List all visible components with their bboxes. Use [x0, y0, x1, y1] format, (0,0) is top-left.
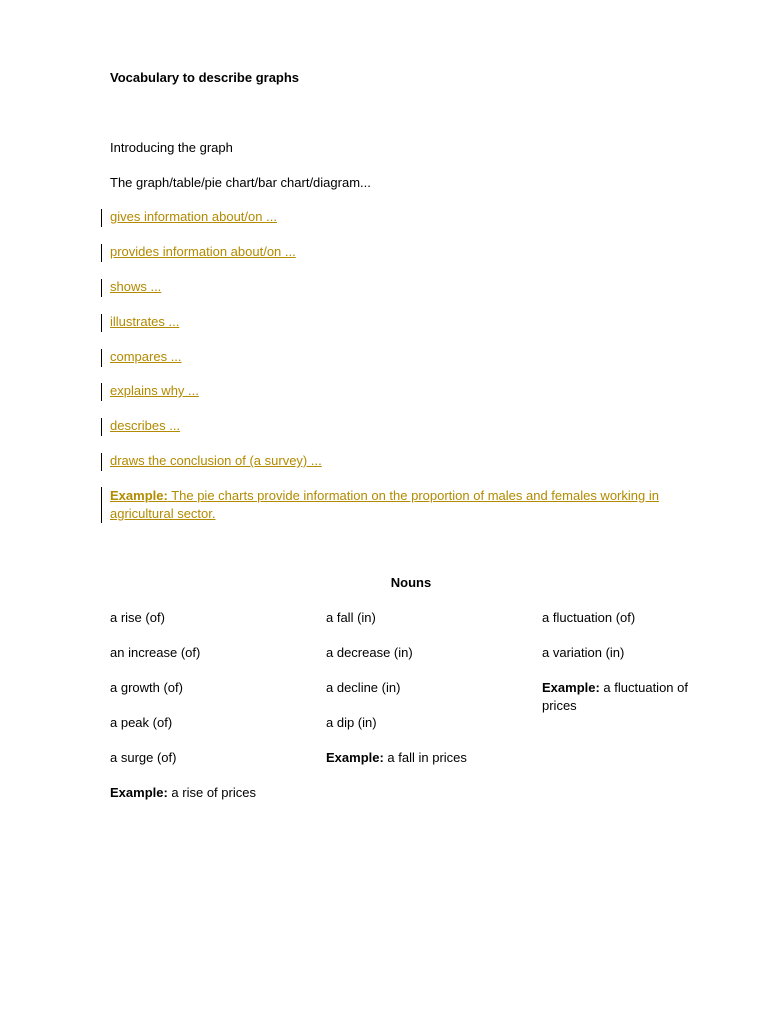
noun-item: a peak (of) [110, 715, 173, 730]
phrase-item[interactable]: illustrates ... [110, 314, 180, 329]
revision-bar [101, 383, 102, 401]
noun-item: a variation (in) [542, 645, 625, 660]
noun-item: a fluctuation (of) [542, 610, 636, 625]
noun-example [110, 784, 310, 819]
nouns-column-2 [326, 609, 526, 784]
section-heading-introducing: Introducing the graph [110, 140, 233, 155]
example-label: Example: [326, 750, 384, 765]
noun-item: a rise (of) [110, 610, 165, 625]
revision-bar [101, 453, 102, 471]
intro-example[interactable] [110, 487, 720, 523]
revision-bar [101, 349, 102, 367]
revision-bar [101, 209, 102, 227]
noun-item: a decline (in) [326, 680, 401, 695]
example-text: The pie charts provide information on the proportion of males and females working in agricultural sector. [110, 488, 659, 521]
phrase-item[interactable]: shows ... [110, 279, 162, 294]
nouns-column-3 [542, 609, 722, 715]
example-label: Example: [542, 680, 600, 695]
revision-bar [101, 487, 102, 523]
noun-item: a surge (of) [110, 750, 177, 765]
revision-bar [101, 279, 102, 297]
phrase-item[interactable]: compares ... [110, 349, 182, 364]
noun-example [542, 679, 722, 715]
revision-bar [101, 314, 102, 332]
revision-bar [101, 244, 102, 262]
phrase-item[interactable]: draws the conclusion of (a survey) ... [110, 453, 322, 468]
noun-example [326, 749, 526, 784]
noun-item: a decrease (in) [326, 645, 413, 660]
noun-item: a growth (of) [110, 680, 183, 695]
example-text: a rise of prices [167, 785, 256, 800]
example-label: Example: [110, 488, 168, 503]
nouns-column-1 [110, 609, 310, 819]
example-text: a fluctuation of prices [542, 680, 688, 713]
example-text: a fall in prices [383, 750, 467, 765]
revision-bar [101, 418, 102, 436]
phrase-item[interactable]: provides information about/on ... [110, 244, 296, 259]
subject-line: The graph/table/pie chart/bar chart/diagram... [110, 175, 371, 190]
section-heading-nouns: Nouns [390, 575, 432, 590]
phrase-item[interactable]: gives information about/on ... [110, 209, 277, 224]
phrase-item[interactable]: describes ... [110, 418, 181, 433]
page-title: Vocabulary to describe graphs [110, 70, 300, 85]
noun-item: an increase (of) [110, 645, 201, 660]
example-label: Example: [110, 785, 168, 800]
noun-item: a dip (in) [326, 715, 377, 730]
phrase-item[interactable]: explains why ... [110, 383, 199, 398]
noun-item: a fall (in) [326, 610, 376, 625]
